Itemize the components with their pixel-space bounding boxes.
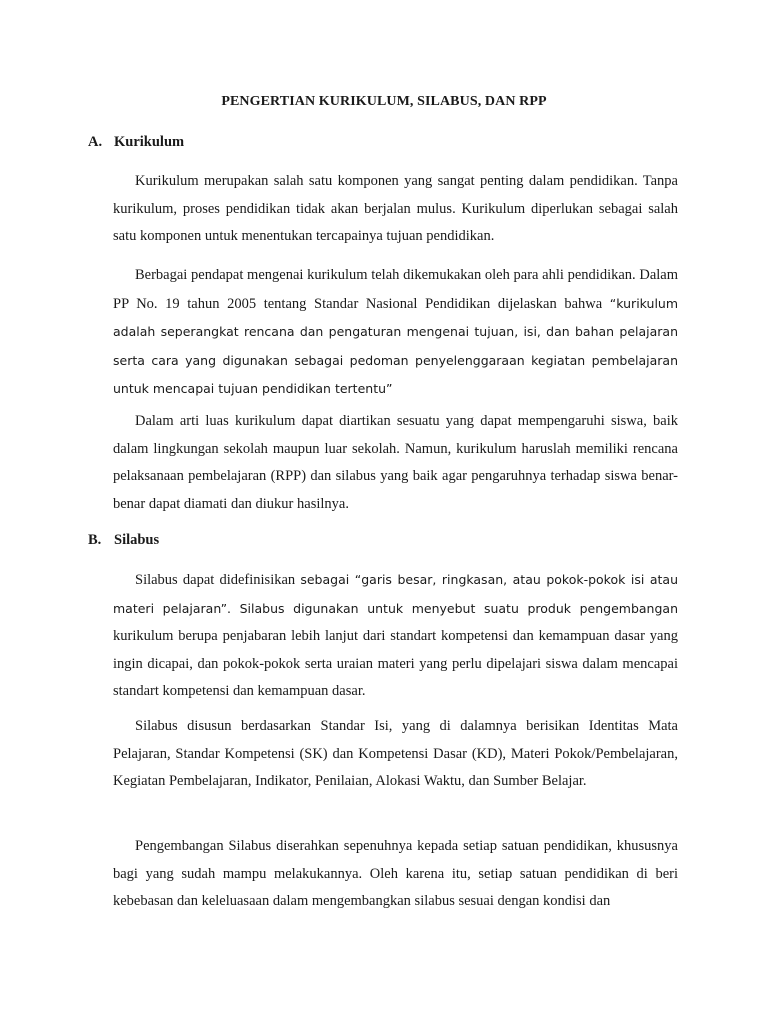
paragraph-kurikulum-1: Kurikulum merupakan salah satu komponen yang sangat penting dalam pendidikan. Tanpa kurikulum, proses pendidikan tidak akan berjalan mulus. Kurikulum diperlukan sebagai salah satu komponen untuk menentukan tercapainya tujuan pendidikan. <box>113 173 678 244</box>
paragraph-text: Berbagai pendapat mengenai kurikulum telah dikemukakan oleh para ahli pendidikan. Dalam PP No. 19 tahun 2005 tentang Standar Nasional Pendidikan dijelaskan bahwa <box>113 267 678 312</box>
section-heading-kurikulum <box>88 134 184 151</box>
paragraph-text: Silabus dapat didefinisikan <box>135 572 296 588</box>
paragraph-silabus-3: Pengembangan Silabus diserahkan sepenuhnya kepada setiap satuan pendidikan, khususnya bagi yang sudah mampu melakukannya. Oleh karena itu, setiap satuan pendidikan di beri kebebasan dan keleluasaan dalam mengembangkan silabus sesuai dengan kondisi dan <box>113 838 678 909</box>
section-letter: B. <box>88 532 102 548</box>
section-letter: A. <box>88 134 103 150</box>
definition-quote: sebagai “garis besar, ringkasan, atau pokok-pokok isi atau materi pelajaran”. Silabus digunakan untuk menyebut suatu produk pengembangan <box>113 572 679 616</box>
paragraph-silabus-2: Silabus disusun berdasarkan Standar Isi, yang di dalamnya berisikan Identitas Mata Pelajaran, Standar Kompetensi (SK) dan Kompetensi Dasar (KD), Materi Pokok/Pembelajaran, Kegiatan Pembelajaran, Indikator, Penilaian, Alokasi Waktu, dan Sumber Belajar. <box>113 718 678 789</box>
paragraph-kurikulum-2 <box>113 262 678 404</box>
section-heading-silabus <box>88 532 159 549</box>
paragraph-silabus-1 <box>113 566 678 706</box>
section-title: Kurikulum <box>114 134 185 150</box>
paragraph-text: kurikulum berupa penjabaran lebih lanjut dari standart kompetensi dan kemampuan dasar yang ingin dicapai, dan pokok-pokok serta uraian materi yang perlu dipelajari siswa dalam mencapai standart kompetensi dan kemampuan dasar. <box>113 628 678 699</box>
page-title: PENGERTIAN KURIKULUM, SILABUS, DAN RPP <box>221 94 547 109</box>
section-title: Silabus <box>114 532 160 548</box>
definition-quote: “kurikulum adalah seperangkat rencana dan pengaturan mengenai tujuan, isi, dan bahan pelajaran serta cara yang digunakan sebagai pedoman penyelenggaraan kegiatan pembelajaran untuk mencapai tujuan pendidikan tertentu” <box>113 295 679 396</box>
paragraph-kurikulum-3: Dalam arti luas kurikulum dapat diartikan sesuatu yang dapat mempengaruhi siswa, baik dalam lingkungan sekolah maupun luar sekolah. Namun, kurikulum haruslah memiliki rencana pelaksanaan pembelajaran (RPP) dan silabus yang baik agar pengaruhnya terhadap siswa benar-benar dapat diamati dan diukur hasilnya. <box>113 413 678 512</box>
